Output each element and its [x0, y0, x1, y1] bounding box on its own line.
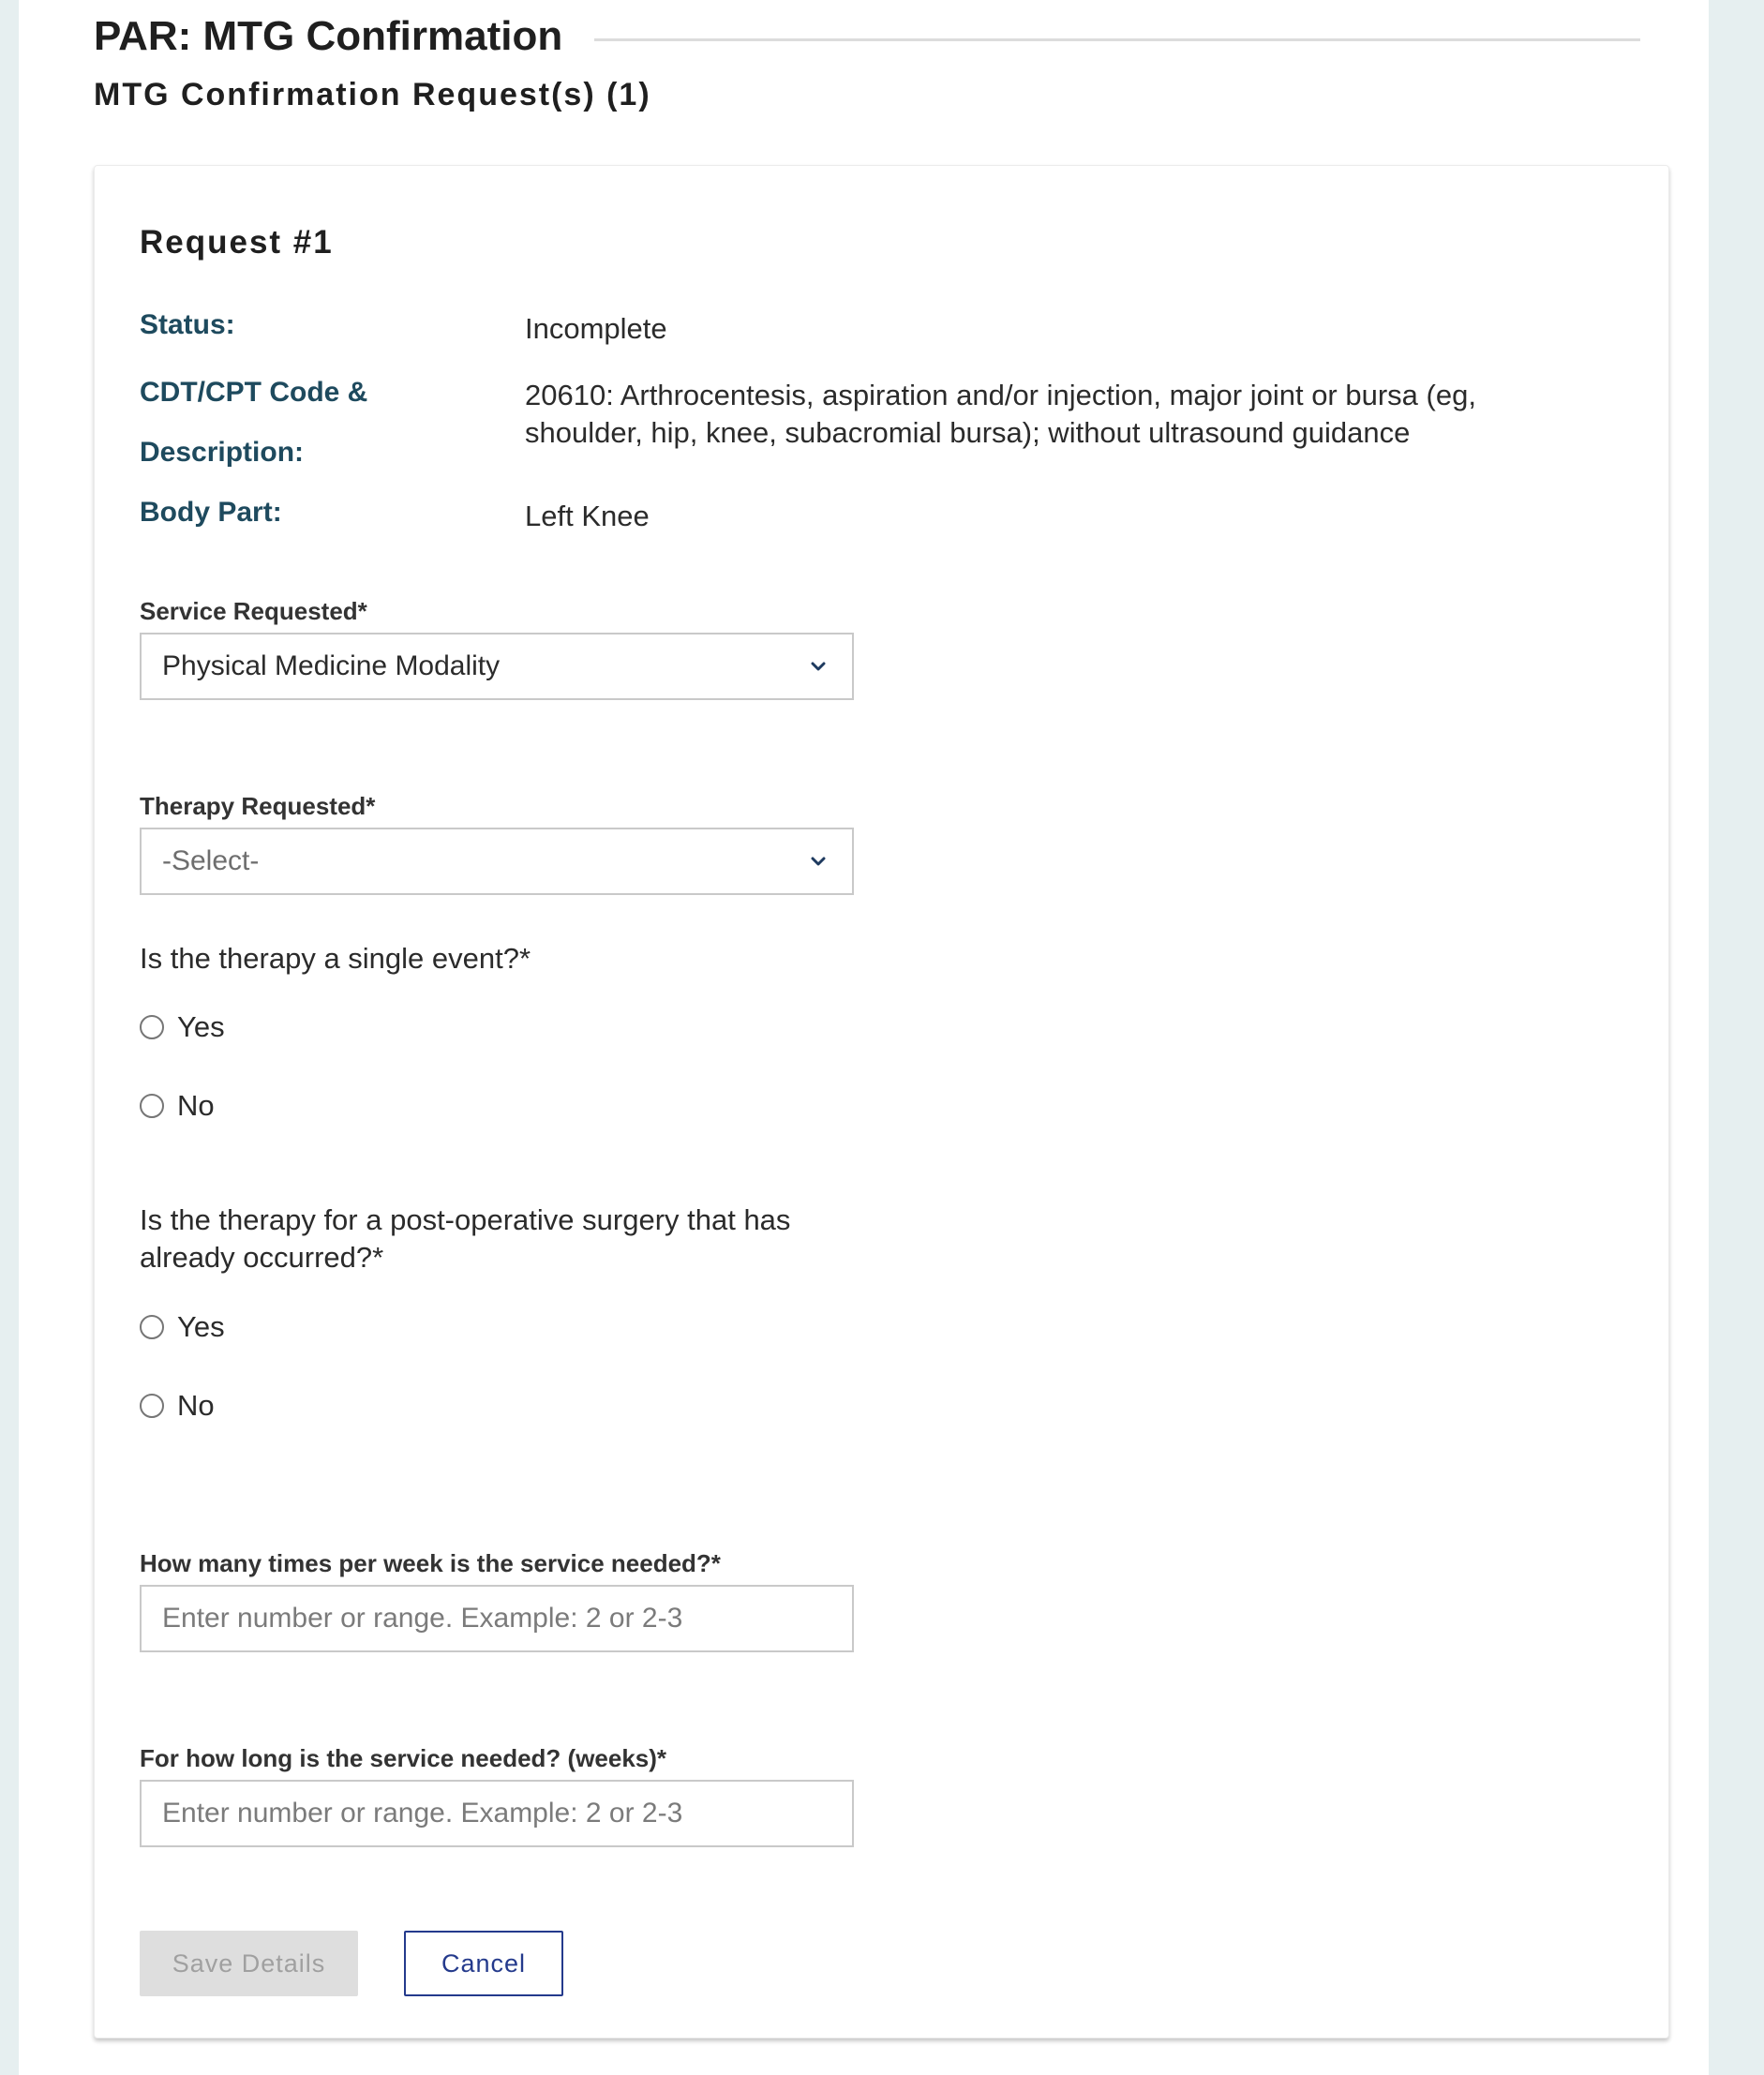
header-divider — [594, 38, 1640, 41]
duration-weeks-label: For how long is the service needed? (weeks)* — [140, 1744, 667, 1772]
request-card — [94, 165, 1669, 2038]
post-op-no-label[interactable]: No — [177, 1389, 215, 1422]
post-op-no-radio[interactable] — [140, 1394, 164, 1418]
post-op-yes-label[interactable]: Yes — [177, 1310, 225, 1343]
single-event-no-option[interactable] — [140, 1087, 215, 1125]
code-description-value: 20610: Arthrocentesis, aspiration and/or injection, major joint or bursa (eg, shoulder, hip, knee, subacromial bursa); without ultrasound guidance — [525, 379, 1476, 449]
code-label-line2: Description: — [140, 437, 305, 468]
post-op-yes-radio[interactable] — [140, 1315, 164, 1339]
body-part-label: Body Part: — [140, 497, 282, 528]
service-requested-select[interactable] — [140, 633, 854, 700]
body-part-value: Left Knee — [525, 500, 650, 532]
therapy-requested-value: -Select- — [162, 845, 260, 876]
page-title: PAR: MTG Confirmation — [94, 13, 563, 59]
single-event-no-radio[interactable] — [140, 1094, 164, 1118]
service-requested-label: Service Requested* — [140, 597, 367, 625]
single-event-question: Is the therapy a single event?* — [140, 942, 531, 975]
post-op-question: Is the therapy for a post-operative surgery that has already occurred?* — [140, 1203, 791, 1274]
request-title: Request #1 — [140, 224, 334, 261]
single-event-no-label[interactable]: No — [177, 1089, 215, 1122]
times-per-week-input[interactable] — [140, 1585, 854, 1652]
code-label-line1: CDT/CPT Code & — [140, 377, 368, 408]
single-event-yes-label[interactable]: Yes — [177, 1010, 225, 1043]
save-details-button[interactable]: Save Details — [140, 1931, 358, 1996]
post-op-yes-option[interactable] — [140, 1308, 225, 1346]
single-event-yes-radio[interactable] — [140, 1015, 164, 1039]
single-event-yes-option[interactable] — [140, 1008, 225, 1046]
therapy-requested-select[interactable] — [140, 828, 854, 895]
page-container — [19, 0, 1709, 2075]
page-header — [94, 7, 1640, 66]
service-requested-value: Physical Medicine Modality — [162, 650, 501, 681]
cancel-button[interactable]: Cancel — [404, 1931, 563, 1996]
post-op-no-option[interactable] — [140, 1387, 215, 1425]
times-per-week-label: How many times per week is the service needed?* — [140, 1549, 721, 1577]
status-label: Status: — [140, 309, 235, 340]
section-title: MTG Confirmation Request(s) (1) — [94, 77, 651, 112]
duration-weeks-input[interactable] — [140, 1780, 854, 1847]
chevron-down-icon — [805, 653, 831, 679]
chevron-down-icon — [805, 848, 831, 874]
therapy-requested-label: Therapy Requested* — [140, 792, 376, 820]
status-value: Incomplete — [525, 312, 667, 345]
